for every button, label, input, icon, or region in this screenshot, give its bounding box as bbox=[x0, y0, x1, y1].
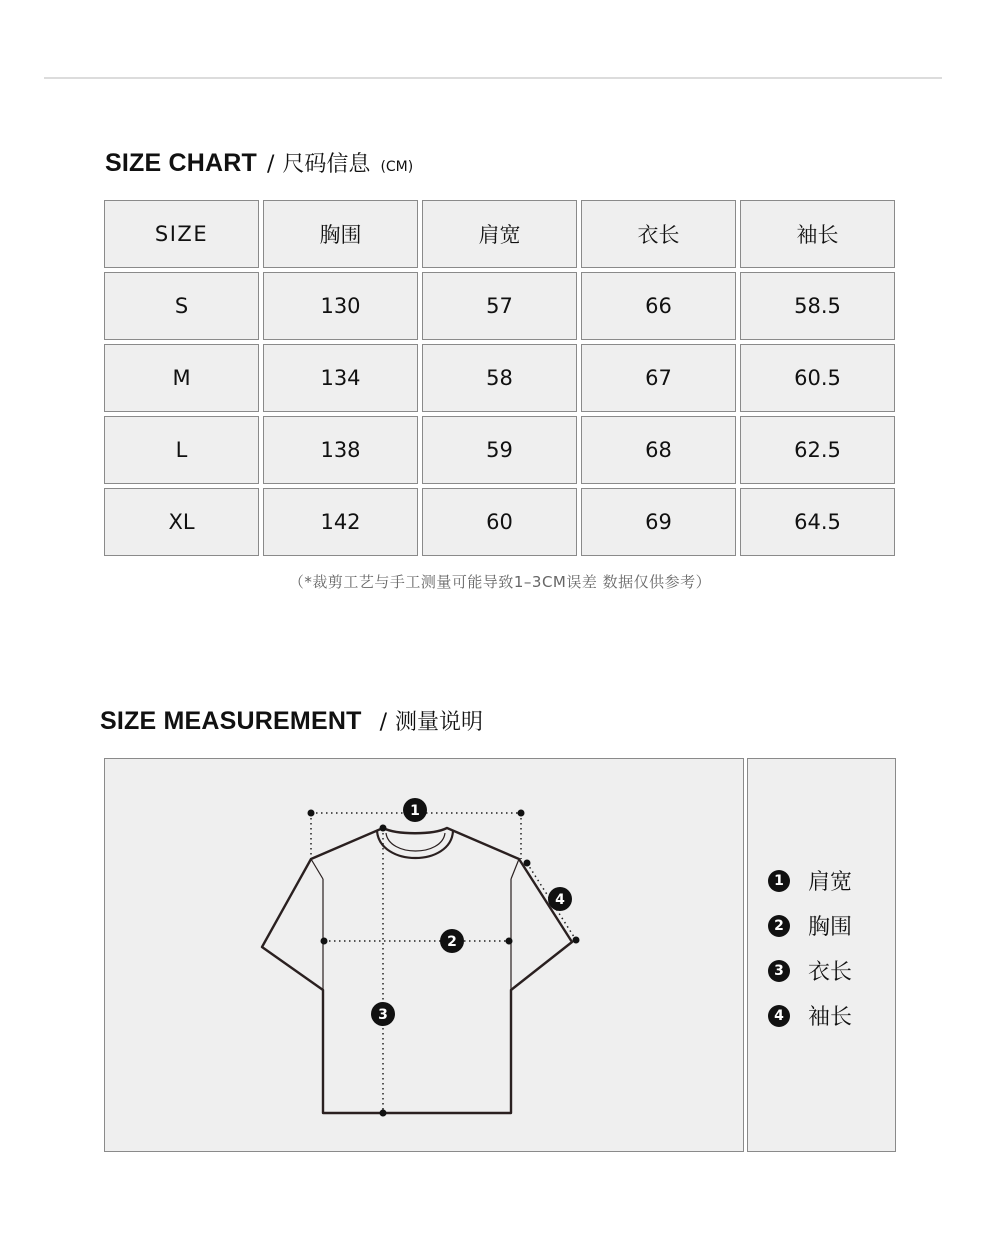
table-cell: 62.5 bbox=[740, 416, 895, 484]
table-cell: L bbox=[104, 416, 259, 484]
shoulder-point-right bbox=[518, 810, 525, 817]
table-cell: 59 bbox=[422, 416, 577, 484]
marker-3-number: 3 bbox=[378, 1007, 388, 1023]
legend-marker-2: 2 bbox=[768, 915, 790, 937]
table-cell: 142 bbox=[263, 488, 418, 556]
table-cell: 57 bbox=[422, 272, 577, 340]
table-cell: 67 bbox=[581, 344, 736, 412]
measurement-legend bbox=[747, 758, 896, 1152]
table-header-row bbox=[104, 200, 897, 268]
table-cell: 130 bbox=[263, 272, 418, 340]
table-cell: 60.5 bbox=[740, 344, 895, 412]
table-cell: M bbox=[104, 344, 259, 412]
header-size: SIZE bbox=[104, 200, 259, 268]
marker-2 bbox=[440, 929, 464, 953]
heading-separator: / bbox=[267, 152, 275, 177]
table-cell: 58.5 bbox=[740, 272, 895, 340]
table-cell: S bbox=[104, 272, 259, 340]
sleeve-point-bottom bbox=[573, 937, 580, 944]
table-cell: XL bbox=[104, 488, 259, 556]
header-shoulder: 肩宽 bbox=[422, 200, 577, 268]
size-measurement-title-en: SIZE MEASUREMENT bbox=[100, 707, 362, 735]
marker-2-number: 2 bbox=[447, 934, 457, 950]
legend-marker-4: 4 bbox=[768, 1005, 790, 1027]
tshirt-outline bbox=[262, 828, 572, 1113]
table-row bbox=[104, 416, 897, 484]
left-shoulder-seam bbox=[311, 859, 323, 879]
length-point-top bbox=[380, 825, 387, 832]
legend-label-sleeve: 袖长 bbox=[808, 1005, 853, 1030]
legend-marker-3: 3 bbox=[768, 960, 790, 982]
size-table bbox=[104, 200, 897, 560]
marker-1 bbox=[403, 798, 427, 822]
marker-1-number: 1 bbox=[410, 803, 420, 819]
legend-item-shoulder bbox=[768, 865, 852, 896]
shoulder-point-left bbox=[308, 810, 315, 817]
chest-point-right bbox=[506, 938, 513, 945]
table-cell: 66 bbox=[581, 272, 736, 340]
size-chart-heading bbox=[105, 147, 413, 178]
legend-label-chest: 胸围 bbox=[808, 915, 853, 940]
table-cell: 58 bbox=[422, 344, 577, 412]
marker-4-number: 4 bbox=[555, 892, 565, 908]
tshirt-collar bbox=[377, 831, 453, 858]
tshirt-diagram bbox=[105, 759, 743, 1151]
right-shoulder-seam bbox=[511, 859, 519, 879]
length-point-bottom bbox=[380, 1110, 387, 1117]
size-chart-title-en: SIZE CHART bbox=[105, 149, 257, 177]
size-chart-title-zh: 尺码信息 bbox=[282, 152, 371, 177]
header-sleeve: 袖长 bbox=[740, 200, 895, 268]
unit-label: (CM) bbox=[380, 159, 414, 175]
table-cell: 60 bbox=[422, 488, 577, 556]
measurement-note: （*裁剪工艺与手工测量可能导致1–3CM误差 数据仅供参考） bbox=[288, 573, 712, 591]
table-cell: 68 bbox=[581, 416, 736, 484]
size-measurement-heading bbox=[100, 705, 483, 736]
size-measurement-title-zh: 测量说明 bbox=[394, 710, 483, 735]
table-cell: 69 bbox=[581, 488, 736, 556]
legend-label-length: 衣长 bbox=[808, 960, 853, 985]
table-row bbox=[104, 344, 897, 412]
table-row bbox=[104, 272, 897, 340]
tshirt-collar-rib bbox=[386, 833, 445, 851]
top-divider bbox=[44, 77, 942, 79]
header-length: 衣长 bbox=[581, 200, 736, 268]
sleeve-point-top bbox=[524, 860, 531, 867]
legend-item-length bbox=[768, 955, 852, 986]
chest-point-left bbox=[321, 938, 328, 945]
table-cell: 138 bbox=[263, 416, 418, 484]
heading-separator: / bbox=[379, 710, 387, 735]
header-chest: 胸围 bbox=[263, 200, 418, 268]
table-cell: 134 bbox=[263, 344, 418, 412]
legend-item-sleeve bbox=[768, 1000, 852, 1031]
table-row bbox=[104, 488, 897, 556]
legend-label-shoulder: 肩宽 bbox=[808, 870, 853, 895]
legend-marker-1: 1 bbox=[768, 870, 790, 892]
marker-3 bbox=[371, 1002, 395, 1026]
measurement-diagram-panel bbox=[104, 758, 744, 1152]
table-cell: 64.5 bbox=[740, 488, 895, 556]
legend-item-chest bbox=[768, 910, 852, 941]
marker-4 bbox=[548, 887, 572, 911]
